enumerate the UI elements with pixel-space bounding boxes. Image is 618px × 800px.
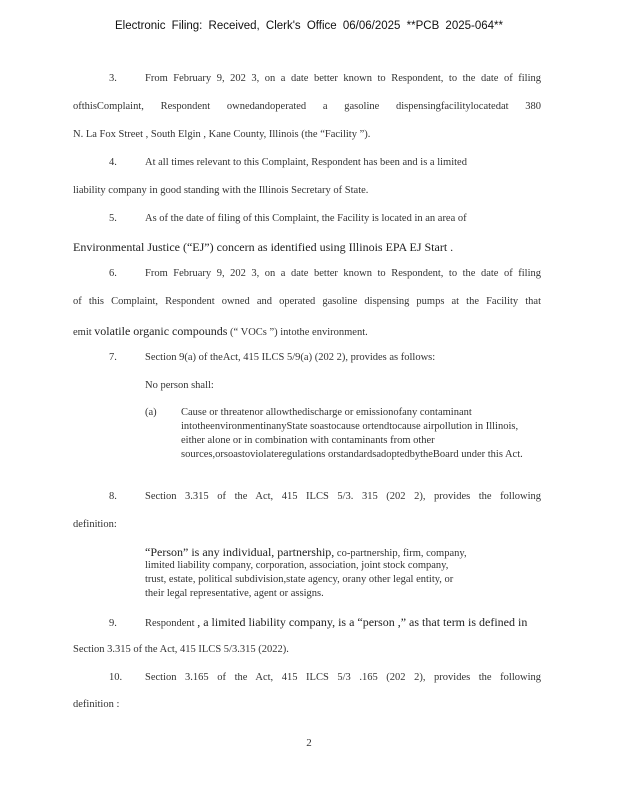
para-8-quote-3: trust, estate, political subdivision,state agency, orany other legal entity, or: [145, 574, 454, 585]
para-7-line-1: [109, 352, 541, 363]
para-10-text-1: Section 3.165 of the Act, 415 ILCS 5/3 .165 (202 2), provides the following: [145, 672, 541, 683]
para-6-text-3b: volatile organic compounds: [94, 324, 228, 338]
para-8-line-1: [109, 491, 541, 502]
para-7-sub-text: Cause or threatenor allowthedischarge or emissionofany contaminant intotheenvironmentinanyState soastocause ortendtocause airpollution in Illinois, either alone or in combination with contaminants from other sources,orsoastoviolateregulations orstandardsadoptedbytheBoard under this Act.: [181, 407, 523, 460]
filing-header: Electronic Filing: Received, Clerk's Office 06/06/2025 **PCB 2025-064**: [115, 20, 503, 32]
para-8-quote-2: limited liability company, corporation, association, joint stock company,: [145, 560, 449, 571]
para-6-text-1: From February 9, 202 3, on a date better known to Respondent, to the date of filing: [145, 268, 541, 279]
para-8-quote-1a: “Person” is any individual, partnership,: [145, 545, 335, 559]
para-8-quote-1b: co-partnership, firm, company,: [334, 548, 467, 559]
para-3-line-3: N. La Fox Street , South Elgin , Kane County, Illinois (the “Facility ”).: [73, 129, 371, 140]
para-9-text-1a: Respondent: [145, 618, 198, 629]
para-9-text-1b: , a limited liability company, is a “person ,” as that term is defined in: [197, 615, 528, 629]
para-10-line-1: [109, 672, 541, 683]
para-3-text-1: From February 9, 202 3, on a date better known to Respondent, to the date of filing: [145, 73, 541, 84]
page-number: 2: [306, 737, 312, 749]
para-8-quote-1: [145, 545, 505, 560]
para-4-text-1: At all times relevant to this Complaint, Respondent has been and is a limited: [145, 157, 467, 168]
para-7-line-2: No person shall:: [145, 380, 214, 391]
para-6-number: 6.: [109, 268, 117, 279]
para-9-line-2: Section 3.315 of the Act, 415 ILCS 5/3.315 (2022).: [73, 644, 289, 655]
para-8-line-2: definition:: [73, 519, 117, 530]
para-4-line-2: liability company in good standing with the Illinois Secretary of State.: [73, 185, 369, 196]
para-3-line-2: ofthisComplaint, Respondent ownedandoperated a gasoline dispensingfacilitylocatedat 380: [73, 101, 541, 112]
para-9-line-1: [109, 615, 541, 630]
para-10-line-2: definition :: [73, 699, 120, 710]
para-6-line-1: [109, 268, 541, 279]
para-6-text-3a: emit: [73, 327, 95, 338]
para-5-line-1: [109, 213, 541, 224]
para-5-line-2: Environmental Justice (“EJ”) concern as identified using Illinois EPA EJ Start .: [73, 240, 454, 254]
para-7-sub-label: (a): [145, 407, 157, 418]
para-10-number: 10.: [109, 672, 123, 683]
para-3-line-1: [109, 73, 541, 84]
para-9-number: 9.: [109, 618, 117, 629]
para-8-text-1: Section 3.315 of the Act, 415 ILCS 5/3. 315 (202 2), provides the following: [145, 491, 541, 502]
para-7-number: 7.: [109, 352, 117, 363]
para-6-line-3: [73, 324, 541, 339]
para-6-line-2: of this Complaint, Respondent owned and operated gasoline dispensing pumps at the Facility that: [73, 296, 541, 307]
para-4-number: 4.: [109, 157, 117, 168]
para-8-quote-4: their legal representative, agent or assigns.: [145, 588, 324, 599]
para-8-number: 8.: [109, 491, 117, 502]
para-4-line-1: [109, 157, 541, 168]
para-5-text-1: As of the date of filing of this Complaint, the Facility is located in an area of: [145, 213, 467, 224]
para-3-number: 3.: [109, 73, 117, 84]
para-6-text-3c: (“ VOCs ”) intothe environment.: [227, 327, 368, 338]
para-5-number: 5.: [109, 213, 117, 224]
para-7-text-1: Section 9(a) of theAct, 415 ILCS 5/9(a) (202 2), provides as follows:: [145, 352, 436, 363]
